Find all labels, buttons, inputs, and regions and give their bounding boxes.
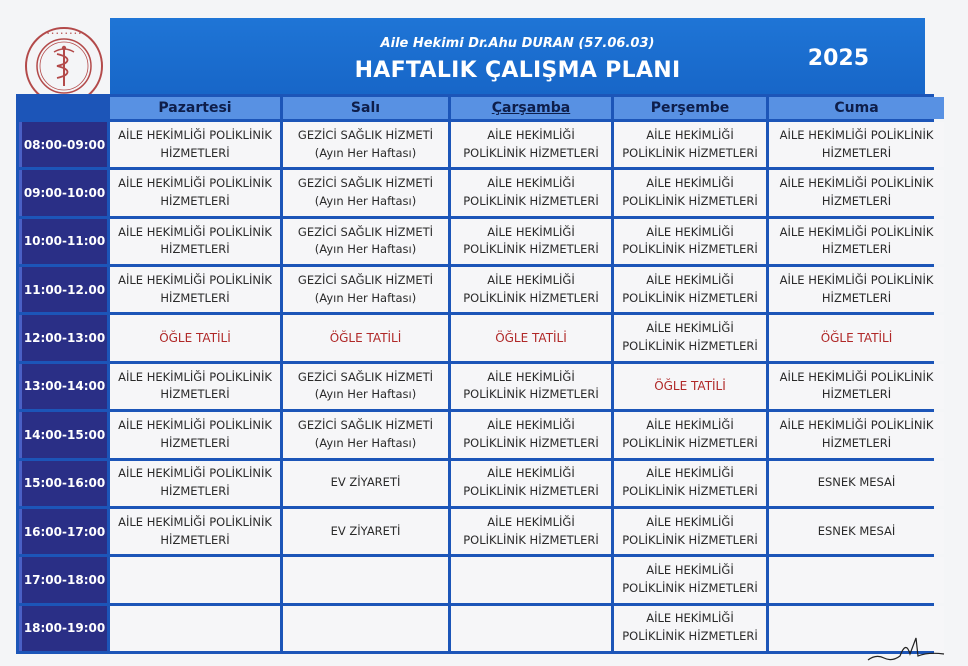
schedule-cell: AİLE HEKİMLİĞİ POLİKLİNİK HİZMETLERİ xyxy=(451,170,611,215)
schedule-cell: EV ZİYARETİ xyxy=(283,461,448,506)
schedule-cell: AİLE HEKİMLİĞİ POLİKLİNİK HİZMETLERİ xyxy=(614,606,766,651)
schedule-cell: AİLE HEKİMLİĞİ POLİKLİNİK HİZMETLERİ xyxy=(110,412,280,457)
schedule-cell: AİLE HEKİMLİĞİ POLİKLİNİK HİZMETLERİ xyxy=(614,267,766,312)
schedule-cell: AİLE HEKİMLİĞİ POLİKLİNİK HİZMETLERİ xyxy=(769,267,944,312)
schedule-cell: AİLE HEKİMLİĞİ POLİKLİNİK HİZMETLERİ xyxy=(451,267,611,312)
day-header-tuesday: Salı xyxy=(283,97,448,119)
time-slot-label: 16:00-17:00 xyxy=(19,509,107,554)
schedule-cell: AİLE HEKİMLİĞİ POLİKLİNİK HİZMETLERİ xyxy=(110,219,280,264)
schedule-cell: ÖĞLE TATİLİ xyxy=(769,315,944,360)
schedule-cell: ÖĞLE TATİLİ xyxy=(614,364,766,409)
schedule-cell xyxy=(769,557,944,602)
signature-scribble xyxy=(866,636,946,662)
year-label: 2025 xyxy=(807,46,869,71)
time-slot-label: 11:00-12.00 xyxy=(19,267,107,312)
schedule-cell: AİLE HEKİMLİĞİ POLİKLİNİK HİZMETLERİ xyxy=(614,219,766,264)
schedule-cell: GEZİCİ SAĞLIK HİZMETİ (Ayın Her Haftası) xyxy=(283,122,448,167)
time-slot-label: 08:00-09:00 xyxy=(19,122,107,167)
schedule-cell: GEZİCİ SAĞLIK HİZMETİ (Ayın Her Haftası) xyxy=(283,364,448,409)
schedule-cell: GEZİCİ SAĞLIK HİZMETİ (Ayın Her Haftası) xyxy=(283,412,448,457)
schedule-cell xyxy=(110,606,280,651)
schedule-cell: AİLE HEKİMLİĞİ POLİKLİNİK HİZMETLERİ xyxy=(110,461,280,506)
schedule-cell: ÖĞLE TATİLİ xyxy=(451,315,611,360)
schedule-cell: AİLE HEKİMLİĞİ POLİKLİNİK HİZMETLERİ xyxy=(614,170,766,215)
schedule-cell: ÖĞLE TATİLİ xyxy=(110,315,280,360)
schedule-cell: AİLE HEKİMLİĞİ POLİKLİNİK HİZMETLERİ xyxy=(614,315,766,360)
page-header xyxy=(110,18,925,94)
table-corner xyxy=(19,97,107,119)
time-slot-label: 10:00-11:00 xyxy=(19,219,107,264)
schedule-cell xyxy=(451,606,611,651)
svg-text:• • • • • • • •: • • • • • • • • xyxy=(46,31,82,37)
time-slot-label: 12:00-13:00 xyxy=(19,315,107,360)
day-header-monday: Pazartesi xyxy=(110,97,280,119)
time-slot-label: 13:00-14:00 xyxy=(19,364,107,409)
schedule-cell: AİLE HEKİMLİĞİ POLİKLİNİK HİZMETLERİ xyxy=(451,412,611,457)
schedule-cell: AİLE HEKİMLİĞİ POLİKLİNİK HİZMETLERİ xyxy=(451,461,611,506)
schedule-cell xyxy=(283,606,448,651)
schedule-cell: ESNEK MESAİ xyxy=(769,461,944,506)
day-header-wednesday: Çarşamba xyxy=(451,97,611,119)
time-slot-label: 14:00-15:00 xyxy=(19,412,107,457)
schedule-cell: AİLE HEKİMLİĞİ POLİKLİNİK HİZMETLERİ xyxy=(451,122,611,167)
schedule-cell: AİLE HEKİMLİĞİ POLİKLİNİK HİZMETLERİ xyxy=(451,219,611,264)
signature-icon xyxy=(866,636,946,662)
schedule-table xyxy=(16,94,934,654)
time-slot-label: 17:00-18:00 xyxy=(19,557,107,602)
time-slot-label: 15:00-16:00 xyxy=(19,461,107,506)
schedule-cell: AİLE HEKİMLİĞİ POLİKLİNİK HİZMETLERİ xyxy=(769,412,944,457)
schedule-cell xyxy=(283,557,448,602)
time-slot-label: 09:00-10:00 xyxy=(19,170,107,215)
schedule-cell: AİLE HEKİMLİĞİ POLİKLİNİK HİZMETLERİ xyxy=(769,364,944,409)
time-slot-label: 18:00-19:00 xyxy=(19,606,107,651)
schedule-cell: AİLE HEKİMLİĞİ POLİKLİNİK HİZMETLERİ xyxy=(769,170,944,215)
page-title: HAFTALIK ÇALIŞMA PLANI xyxy=(354,58,681,83)
schedule-cell: AİLE HEKİMLİĞİ POLİKLİNİK HİZMETLERİ xyxy=(110,267,280,312)
schedule-cell: GEZİCİ SAĞLIK HİZMETİ (Ayın Her Haftası) xyxy=(283,267,448,312)
schedule-cell: AİLE HEKİMLİĞİ POLİKLİNİK HİZMETLERİ xyxy=(451,509,611,554)
schedule-cell: AİLE HEKİMLİĞİ POLİKLİNİK HİZMETLERİ xyxy=(614,122,766,167)
schedule-cell: ESNEK MESAİ xyxy=(769,509,944,554)
schedule-cell: AİLE HEKİMLİĞİ POLİKLİNİK HİZMETLERİ xyxy=(614,509,766,554)
day-header-friday: Cuma xyxy=(769,97,944,119)
schedule-cell: AİLE HEKİMLİĞİ POLİKLİNİK HİZMETLERİ xyxy=(769,219,944,264)
schedule-cell: AİLE HEKİMLİĞİ POLİKLİNİK HİZMETLERİ xyxy=(110,122,280,167)
doctor-subtitle: Aile Hekimi Dr.Ahu DURAN (57.06.03) xyxy=(380,36,655,51)
schedule-cell: AİLE HEKİMLİĞİ POLİKLİNİK HİZMETLERİ xyxy=(110,364,280,409)
schedule-cell: ÖĞLE TATİLİ xyxy=(283,315,448,360)
schedule-cell: AİLE HEKİMLİĞİ POLİKLİNİK HİZMETLERİ xyxy=(110,509,280,554)
schedule-cell: AİLE HEKİMLİĞİ POLİKLİNİK HİZMETLERİ xyxy=(614,557,766,602)
schedule-cell xyxy=(110,557,280,602)
schedule-cell: EV ZİYARETİ xyxy=(283,509,448,554)
schedule-cell xyxy=(451,557,611,602)
schedule-cell: AİLE HEKİMLİĞİ POLİKLİNİK HİZMETLERİ xyxy=(110,170,280,215)
schedule-cell: AİLE HEKİMLİĞİ POLİKLİNİK HİZMETLERİ xyxy=(451,364,611,409)
schedule-cell: AİLE HEKİMLİĞİ POLİKLİNİK HİZMETLERİ xyxy=(769,122,944,167)
day-header-thursday: Perşembe xyxy=(614,97,766,119)
schedule-cell: AİLE HEKİMLİĞİ POLİKLİNİK HİZMETLERİ xyxy=(614,412,766,457)
schedule-cell: GEZİCİ SAĞLIK HİZMETİ (Ayın Her Haftası) xyxy=(283,219,448,264)
schedule-cell: GEZİCİ SAĞLIK HİZMETİ (Ayın Her Haftası) xyxy=(283,170,448,215)
schedule-cell: AİLE HEKİMLİĞİ POLİKLİNİK HİZMETLERİ xyxy=(614,461,766,506)
